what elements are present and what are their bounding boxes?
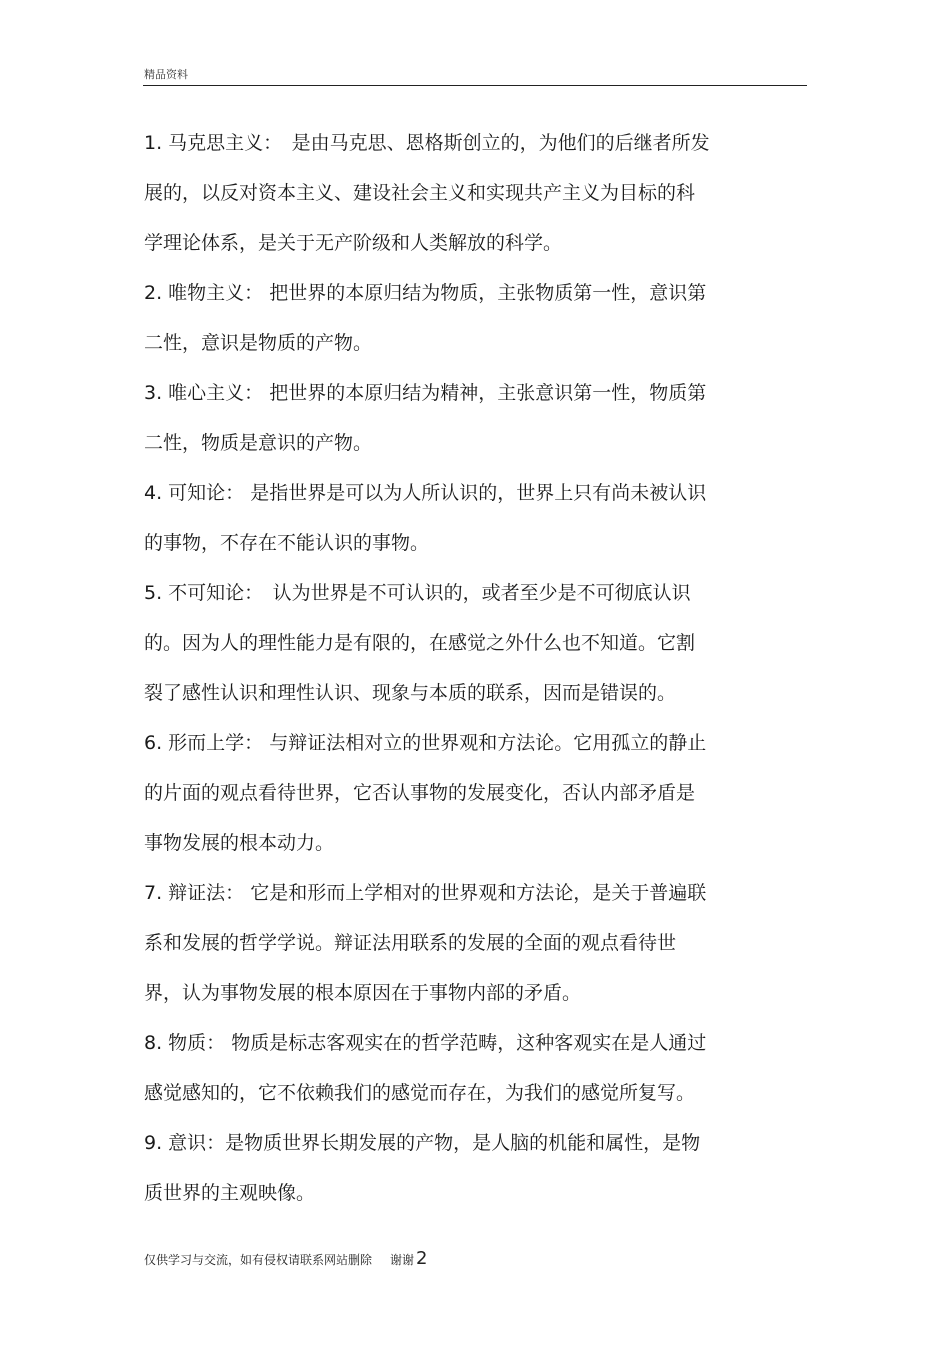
paragraph-6	[144, 718, 769, 868]
text-line: 展的，以反对资本主义、建设社会主义和实现共产主义为目标的科	[144, 182, 696, 204]
text-line: 2. 唯物主义： 把世界的本原归结为物质，主张物质第一性，意识第	[144, 282, 707, 304]
text-line: 的。因为人的理性能力是有限的，在感觉之外什么也不知道。它割	[144, 632, 696, 654]
paragraph-7	[144, 868, 769, 1018]
paragraph-9	[144, 1118, 769, 1218]
text-line: 质世界的主观映像。	[144, 1182, 316, 1204]
text-line: 的片面的观点看待世界，它否认事物的发展变化，否认内部矛盾是	[144, 782, 696, 804]
text-line: 学理论体系，是关于无产阶级和人类解放的科学。	[144, 232, 563, 254]
document-body	[144, 118, 769, 1218]
header-divider	[143, 85, 807, 86]
text-line: 的事物，不存在不能认识的事物。	[144, 532, 430, 554]
page-footer	[144, 1248, 427, 1269]
text-line: 感觉感知的，它不依赖我们的感觉而存在，为我们的感觉所复写。	[144, 1082, 696, 1104]
text-line: 系和发展的哲学学说。辩证法用联系的发展的全面的观点看待世	[144, 932, 677, 954]
text-line: 界，认为事物发展的根本原因在于事物内部的矛盾。	[144, 982, 582, 1004]
text-line: 4. 可知论： 是指世界是可以为人所认识的，世界上只有尚未被认识	[144, 482, 707, 504]
text-line: 裂了感性认识和理性认识、现象与本质的联系，因而是错误的。	[144, 682, 677, 704]
text-line: 6. 形而上学： 与辩证法相对立的世界观和方法论。它用孤立的静止	[144, 732, 707, 754]
paragraph-3	[144, 368, 769, 468]
header-label: 精品资料	[144, 68, 188, 81]
text-line: 事物发展的根本动力。	[144, 832, 335, 854]
text-line: 8. 物质： 物质是标志客观实在的哲学范畴，这种客观实在是人通过	[144, 1032, 707, 1054]
text-line: 9. 意识：是物质世界长期发展的产物，是人脑的机能和属性，是物	[144, 1132, 701, 1154]
paragraph-8	[144, 1018, 769, 1118]
text-line: 二性，物质是意识的产物。	[144, 432, 373, 454]
text-line: 5. 不可知论： 认为世界是不可认识的，或者至少是不可彻底认识	[144, 582, 691, 604]
text-line: 1. 马克思主义： 是由马克思、恩格斯创立的，为他们的后继者所发	[144, 132, 710, 154]
page-number: 2	[416, 1248, 428, 1269]
paragraph-4	[144, 468, 769, 568]
text-line: 二性，意识是物质的产物。	[144, 332, 373, 354]
paragraph-2	[144, 268, 769, 368]
paragraph-5	[144, 568, 769, 718]
text-line: 3. 唯心主义： 把世界的本原归结为精神，主张意识第一性，物质第	[144, 382, 707, 404]
footer-thanks: 谢谢	[390, 1253, 415, 1267]
footer-notice: 仅供学习与交流，如有侵权请联系网站删除	[144, 1253, 373, 1267]
text-line: 7. 辩证法： 它是和形而上学相对的世界观和方法论，是关于普遍联	[144, 882, 707, 904]
paragraph-1	[144, 118, 769, 268]
